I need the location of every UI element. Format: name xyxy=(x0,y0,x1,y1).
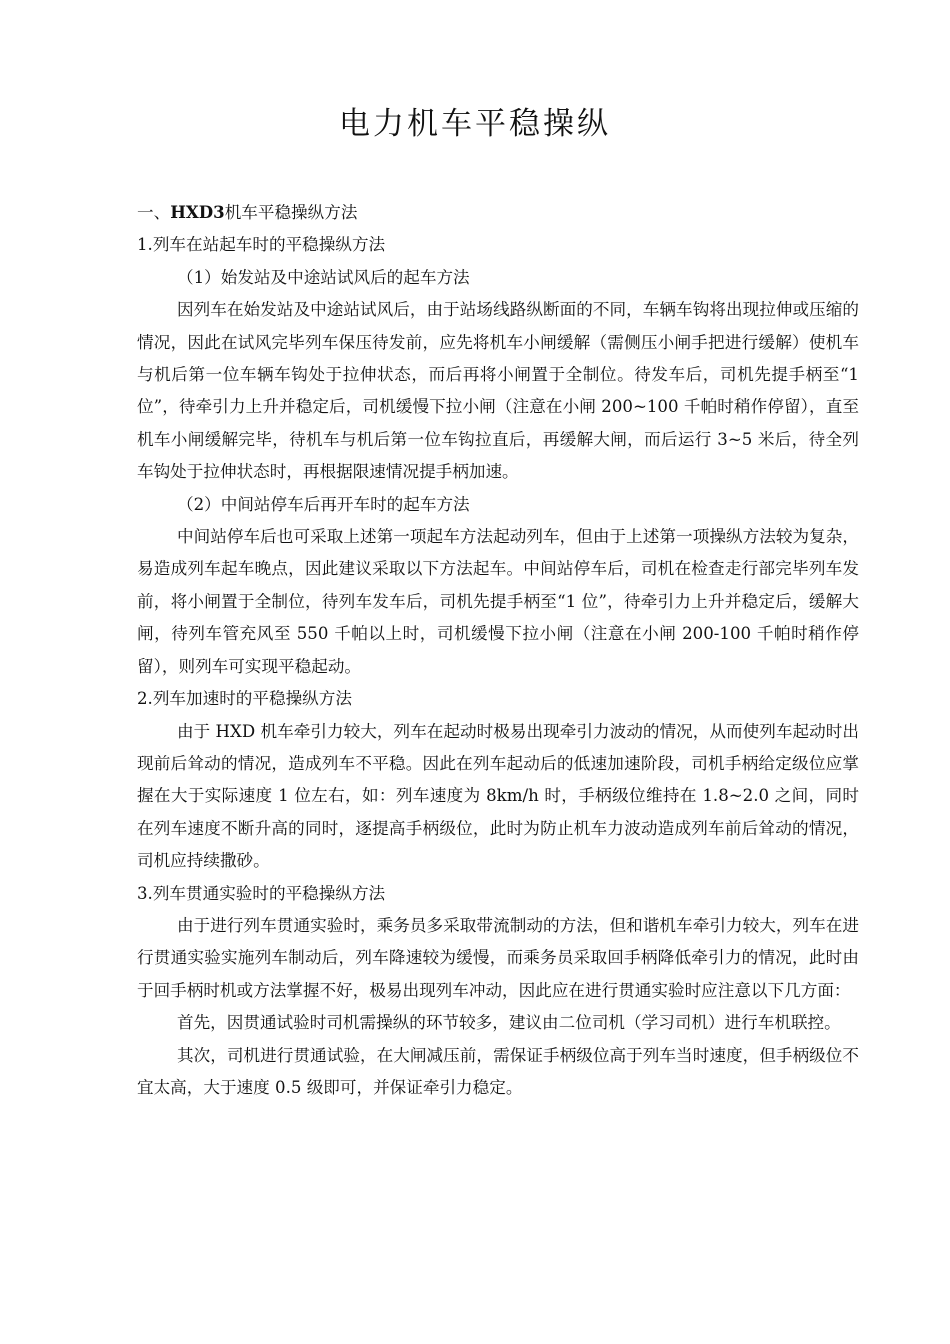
paragraph-brake-test-first: 首先，因贯通试验时司机需操纵的环节较多，建议由二位司机（学习司机）进行车机联控。 xyxy=(177,1013,841,1033)
paragraph-start-method-1: 因列车在始发站及中途站试风后，由于站场线路纵断面的不同，车辆车钩将出现拉伸或压缩的情况，因此在试风完毕列车保压待发前，应先将机车小闸缓解（需侧压小闸手把进行缓解）使机车与机后第一位车辆车钩处于拉伸状态，而后再将小闸置于全制位。待发车后，司机先提手柄至“1 位”，待牵引力上升并稳定后，司机缓慢下拉小闸（注意在小闸 200~100 千帕时稍作停留），直至机车小闸缓解完毕，待机车与机后第一位车钩拉直后，再缓解大闸，而后运行 3~5 米后，待全列车钩处于拉伸状态时，再根据限速情况提手柄加速。 xyxy=(137,300,859,482)
paragraph-acceleration: 由于 HXD 机车牵引力较大，列车在起动时极易出现牵引力波动的情况，从而使列车起动时出现前后耸动的情况，造成列车不平稳。因此在列车起动后的低速加速阶段，司机手柄给定级位应掌握在大于实际速度 1 位左右，如：列车速度为 8km/h 时，手柄级位维持在 1.8~2.0 之间，同时在列车速度不断升高的同时，逐提高手柄级位，此时为防止机车力波动造成列车前后耸动的情况，司机应持续撒砂。 xyxy=(137,721,859,871)
section-heading-1-model: HXD3 xyxy=(170,202,225,222)
section-heading-1 xyxy=(137,196,859,229)
page-title: 电力机车平稳操纵 xyxy=(339,106,611,142)
document-body xyxy=(137,196,859,1104)
paragraph-brake-test-second: 其次，司机进行贯通试验，在大闸减压前，需保证手柄级位高于列车当时速度，但手柄级位不宜太高，大于速度 0.5 级即可，并保证牵引力稳定。 xyxy=(137,1045,859,1097)
subsection-heading-1: 1.列车在站起车时的平稳操纵方法 xyxy=(137,235,386,255)
section-heading-1-prefix: 一、 xyxy=(137,203,171,222)
paragraph-brake-test-intro: 由于进行列车贯通实验时，乘务员多采取带流制动的方法，但和谐机车牵引力较大，列车在进行贯通实验实施列车制动后，列车降速较为缓慢，而乘务员采取回手柄降低牵引力的情况，此时由于回手柄时机或方法掌握不好，极易出现列车冲动，因此应在进行贯通实验时应注意以下几方面： xyxy=(137,915,859,1000)
section-heading-1-suffix: 机车平稳操纵方法 xyxy=(224,203,358,222)
subsection-heading-3: 3.列车贯通实验时的平稳操纵方法 xyxy=(137,883,386,903)
subsubsection-heading-2: （2）中间站停车后再开车时的起车方法 xyxy=(177,494,470,514)
paragraph-start-method-2: 中间站停车后也可采取上述第一项起车方法起动列车，但由于上述第一项操纵方法较为复杂，易造成列车起车晚点，因此建议采取以下方法起车。中间站停车后，司机在检查走行部完毕列车发前，将小闸置于全制位，待列车发车后，司机先提手柄至“1 位”，待牵引力上升并稳定后，缓解大闸，待列车管充风至 550 千帕以上时，司机缓慢下拉小闸（注意在小闸 200-100 千帕时稍作停留），则列车可实现平稳起动。 xyxy=(137,527,859,676)
subsubsection-heading-1: （1）始发站及中途站试风后的起车方法 xyxy=(177,267,470,287)
subsection-heading-2: 2.列车加速时的平稳操纵方法 xyxy=(137,689,352,709)
